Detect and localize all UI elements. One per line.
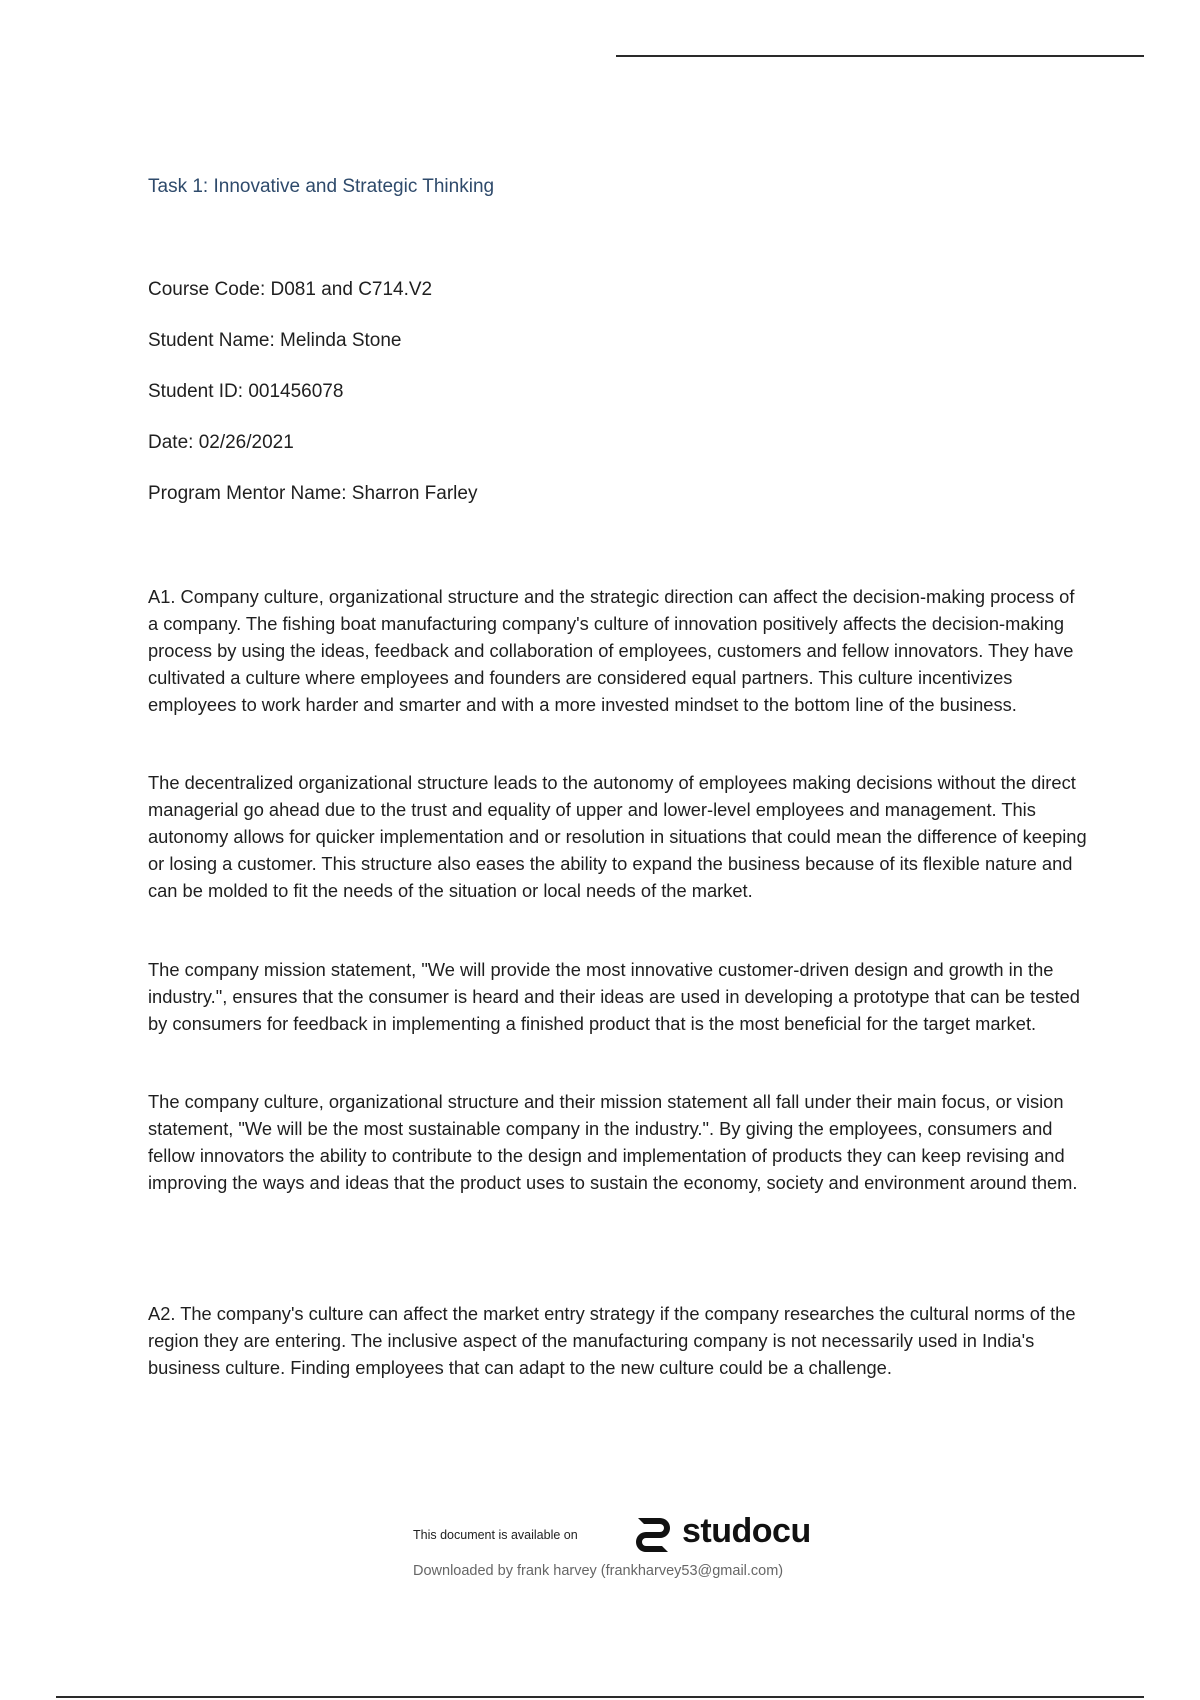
meta-student-name: Student Name: Melinda Stone: [148, 330, 402, 351]
meta-mentor-name: Program Mentor Name: Sharron Farley: [148, 483, 478, 504]
bottom-rule: [56, 1696, 1144, 1698]
meta-student-id: Student ID: 001456078: [148, 381, 344, 402]
document-title: Task 1: Innovative and Strategic Thinking: [148, 176, 495, 197]
studocu-logo[interactable]: [630, 1510, 830, 1560]
meta-date: Date: 02/26/2021: [148, 432, 294, 453]
paragraph-structure: The decentralized organizational structure leads to the autonomy of employees making decisions without the direct managerial go ahead due to the trust and equality of upper and lower-level employees and management. This autonomy allows for quicker implementation and or resolution in situations that could mean the difference of keeping or losing a customer. This structure also eases the ability to expand the business because of its flexible nature and can be molded to fit the needs of the situation or local needs of the market.: [148, 772, 1087, 901]
document-meta: [148, 278, 477, 533]
paragraph-a2: A2. The company's culture can affect the market entry strategy if the company researches the cultural norms of the region they are entering. The inclusive aspect of the manufacturing company is not necessarily used in India's business culture. Finding employees that can adapt to the new culture could be a challenge.: [148, 1303, 1076, 1378]
studocu-logo-icon: [630, 1512, 676, 1558]
paragraph-mission: The company mission statement, "We will provide the most innovative customer-driven design and growth in the industry.", ensures that the consumer is heard and their ideas are used in developing a prototype that can be tested by consumers for feedback in implementing a finished product that is the most beneficial for the target market.: [148, 959, 1080, 1034]
downloaded-by-text: Downloaded by frank harvey (frankharvey53@gmail.com): [413, 1563, 784, 1579]
studocu-brand: studocu: [682, 1512, 811, 1550]
studocu-footer: [0, 1508, 1200, 1588]
available-on-text: This document is available on: [413, 1528, 578, 1542]
paragraph-a1: A1. Company culture, organizational structure and the strategic direction can affect the decision-making process of a company. The fishing boat manufacturing company's culture of innovation positively affects the decision-making process by using the ideas, feedback and collaboration of employees, customers and fellow innovators. They have cultivated a culture where employees and founders are considered equal partners. This culture incentivizes employees to work harder and smarter and with a more invested mindset to the bottom line of the business.: [148, 586, 1075, 715]
top-rule: [616, 55, 1144, 57]
meta-course-code: Course Code: D081 and C714.V2: [148, 279, 433, 300]
paragraph-vision: The company culture, organizational structure and their mission statement all fall under their main focus, or vision statement, "We will be the most sustainable company in the industry.". By giving the employees, consumers and fellow innovators the ability to contribute to the design and implementation of products they can keep revising and improving the ways and ideas that the product uses to sustain the economy, society and environment around them.: [148, 1091, 1078, 1193]
